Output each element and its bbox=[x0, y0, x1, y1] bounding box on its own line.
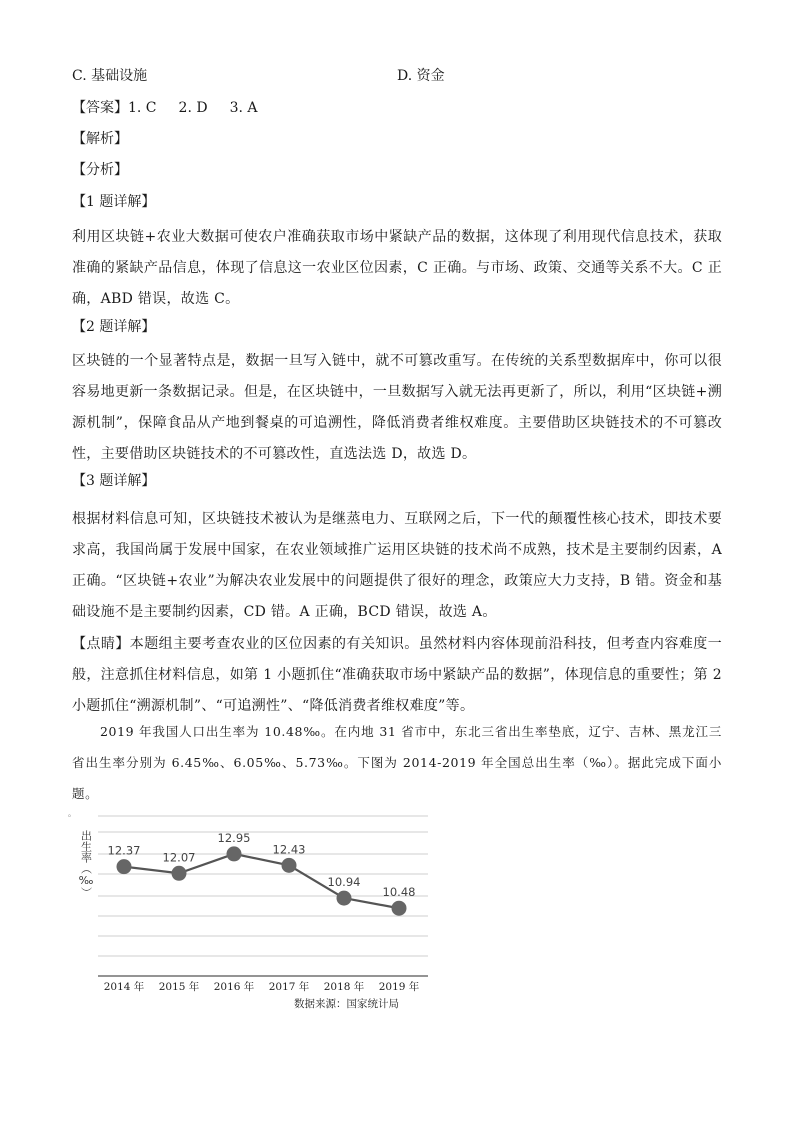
chart-svg bbox=[66, 806, 446, 996]
heading-q1: 【1 题详解】 bbox=[72, 194, 156, 210]
paragraph-dianjing: 【点睛】本题组主要考查农业的区位因素的有关知识。虽然材料内容体现前沿科技，但考查内容难度一般，注意抓住材料信息，如第 1 小题抓住“准确获取市场中紧缺产品的数据”，体现信息的重要性；第 2 小题抓住“溯源机制”、“可追溯性”、“降低消费者维权难度”等。 bbox=[72, 636, 722, 714]
heading-q3: 【3 题详解】 bbox=[72, 473, 156, 489]
heading-q2: 【2 题详解】 bbox=[72, 319, 156, 335]
data-point-5 bbox=[337, 891, 352, 906]
answer-1: 1. C bbox=[128, 100, 157, 116]
heading-jiexi: 【解析】 bbox=[72, 131, 128, 147]
x-tick-label-5: 2018 年 bbox=[323, 981, 365, 993]
x-tick-label-3: 2016 年 bbox=[213, 981, 255, 993]
data-point-4 bbox=[282, 858, 297, 873]
answer-2: 2. D bbox=[178, 100, 208, 116]
data-label-2: 12.07 bbox=[162, 850, 196, 865]
paragraph-q1: 利用区块链+农业大数据可使农户准确获取市场中紧缺产品的数据，这体现了利用现代信息技术，获取准确的紧缺产品信息，体现了信息这一农业区位因素，C 正确。与市场、政策、交通等关系不大。C 正确，ABD 错误，故选 C。 bbox=[72, 229, 722, 307]
answer-3: 3. A bbox=[229, 100, 258, 116]
data-point-2 bbox=[172, 866, 187, 881]
option-c: C. 基础设施 bbox=[72, 68, 148, 84]
option-d: D. 资金 bbox=[397, 68, 445, 84]
data-point-6 bbox=[392, 901, 407, 916]
data-label-5: 10.94 bbox=[327, 875, 361, 890]
birth-rate-chart bbox=[66, 806, 446, 1016]
data-label-3: 12.95 bbox=[217, 830, 251, 845]
x-tick-label-2: 2015 年 bbox=[158, 981, 200, 993]
question-passage: 2019 年我国人口出生率为 10.48‰。在内地 31 省市中，东北三省出生率垫底，辽宁、吉林、黑龙江三省出生率分别为 6.45‰、6.05‰、5.73‰。下图为 2014-2019 年全国总出生率（‰）。据此完成下面小题。 bbox=[72, 724, 722, 801]
answers-line bbox=[72, 98, 722, 118]
data-label-6: 10.48 bbox=[382, 885, 416, 900]
chart-source: 数据来源：国家统计局 bbox=[294, 998, 399, 1010]
data-label-4: 12.43 bbox=[272, 842, 306, 857]
answer-tag: 【答案】 bbox=[72, 100, 128, 116]
x-tick-label-1: 2014 年 bbox=[103, 981, 145, 993]
data-point-1 bbox=[117, 859, 132, 874]
paragraph-q2: 区块链的一个显著特点是，数据一旦写入链中，就不可篡改重写。在传统的关系型数据库中，你可以很容易地更新一条数据记录。但是，在区块链中，一旦数据写入就无法再更新了，所以，利用“区块链+溯源机制”，保障食品从产地到餐桌的可追溯性，降低消费者维权难度。主要借助区块链技术的不可篡改性，主要借助区块链技术的不可篡改性，直选法选 D，故选 D。 bbox=[72, 353, 722, 462]
y-axis-label: 出生率（‰） bbox=[79, 830, 93, 898]
x-tick-label-6: 2019 年 bbox=[378, 981, 420, 993]
x-tick-label-4: 2017 年 bbox=[268, 981, 310, 993]
heading-fenxi: 【分析】 bbox=[72, 162, 128, 178]
data-label-1: 12.37 bbox=[107, 843, 141, 858]
paragraph-q3: 根据材料信息可知，区块链技术被认为是继蒸电力、互联网之后，下一代的颠覆性核心技术，即技术要求高，我国尚属于发展中国家，在农业领域推广运用区块链的技术尚不成熟，技术是主要制约因素，A 正确。“区块链+农业”为解决农业发展中的问题提供了很好的理念，政策应大力支持，B 错。资金和基础设施不是主要制约因素，CD 错。A 正确，BCD 错误，故选 A。 bbox=[72, 511, 722, 620]
corner-mark: 。 bbox=[68, 809, 76, 818]
data-point-3 bbox=[227, 846, 242, 861]
